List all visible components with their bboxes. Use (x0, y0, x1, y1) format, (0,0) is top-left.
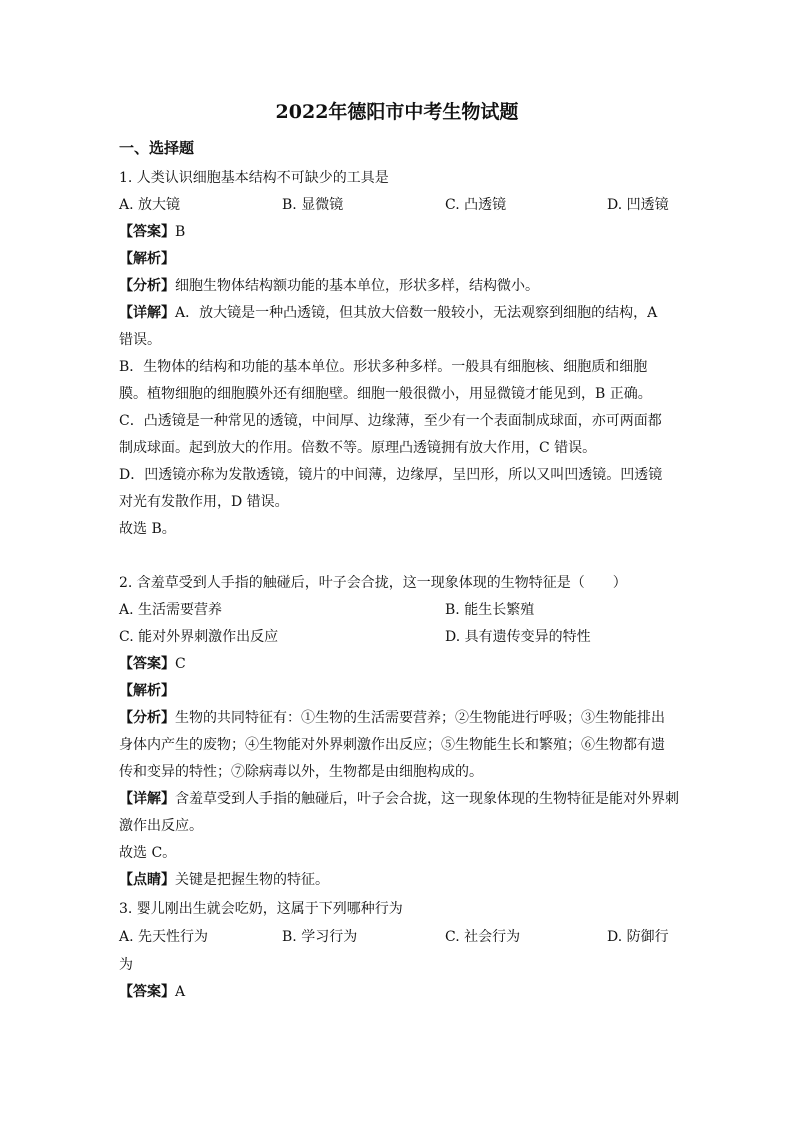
q3-option-a: A. 先天性行为 (119, 929, 209, 945)
q1-detail-line-1 (119, 303, 657, 323)
q1-detail-line-6: 制成球面。起到放大的作用。倍数不等。原理凸透镜拥有放大作用，C 错误。 (119, 440, 597, 456)
dianjing-text: 关键是把握生物的特征。 (175, 872, 329, 888)
detail-tag: 【详解】 (119, 791, 175, 807)
fenxi-tag: 【分析】 (119, 278, 175, 294)
q2-analysis-tag: 【解析】 (119, 683, 175, 699)
q1-analysis-tag: 【解析】 (119, 251, 175, 267)
q1-answer (119, 222, 185, 242)
fenxi-text: 生物的共同特征有：①生物的生活需要营养；②生物能进行呼吸；③生物能排出 (175, 710, 665, 726)
dianjing-tag: 【点睛】 (119, 872, 175, 888)
answer-value: A (175, 984, 186, 1000)
q2-option-c: C. 能对外界刺激作出反应 (119, 629, 279, 645)
q2-fenxi-line-3: 传和变异的特性；⑦除病毒以外，生物都是由细胞构成的。 (119, 764, 483, 780)
fenxi-tag: 【分析】 (119, 710, 175, 726)
q1-option-c: C. 凸透镜 (445, 197, 507, 213)
q1-conclusion: 故选 B。 (119, 521, 176, 537)
q1-option-a: A. 放大镜 (119, 197, 181, 213)
q2-option-d: D. 具有遗传变异的特性 (445, 629, 591, 645)
q2-conclusion: 故选 C。 (119, 845, 177, 861)
q1-detail-line-2: 错误。 (119, 332, 161, 348)
q2-answer (119, 654, 186, 674)
q1-option-d: D. 凹透镜 (607, 197, 669, 213)
answer-value: B (175, 224, 186, 240)
answer-value: C (175, 656, 186, 672)
q3-option-d: D. 防御行 (607, 929, 669, 945)
q1-detail-line-8: 对光有发散作用，D 错误。 (119, 494, 289, 510)
q2-detail-line-2: 激作出反应。 (119, 818, 203, 834)
q2-detail-line-1 (119, 789, 679, 809)
q3-stem: 3. 婴儿刚出生就会吃奶，这属于下列哪种行为 (119, 901, 403, 917)
page-title: 2022年德阳市中考生物试题 (275, 101, 519, 123)
q1-detail-line-5: C．凸透镜是一种常见的透镜，中间厚、边缘薄，至少有一个表面制成球面，亦可两面都 (119, 413, 662, 429)
detail-text: 含羞草受到人手指的触碰后，叶子会合拢，这一现象体现的生物特征是能对外界刺 (175, 791, 679, 807)
q1-stem: 1. 人类认识细胞基本结构不可缺少的工具是 (119, 170, 389, 186)
detail-tag: 【详解】 (119, 305, 175, 321)
q1-detail-line-4: 膜。植物细胞的细胞膜外还有细胞壁。细胞一般很微小，用显微镜才能见到，B 正确。 (119, 386, 652, 402)
q3-option-c: C. 社会行为 (445, 929, 521, 945)
q2-fenxi-line-1 (119, 708, 665, 728)
answer-tag: 【答案】 (119, 984, 175, 1000)
detail-text: A．放大镜是一种凸透镜，但其放大倍数一般较小，无法观察到细胞的结构，A (175, 305, 658, 321)
q3-option-d-wrap: 为 (119, 957, 133, 973)
q1-detail-line-7: D．凹透镜亦称为发散透镜，镜片的中间薄，边缘厚，呈凹形，所以又叫凹透镜。凹透镜 (119, 467, 663, 483)
q3-option-b: B. 学习行为 (282, 929, 358, 945)
q3-answer (119, 982, 185, 1002)
q2-option-b: B. 能生长繁殖 (445, 602, 535, 618)
q1-option-b: B. 显微镜 (282, 197, 344, 213)
q2-stem: 2. 含羞草受到人手指的触碰后，叶子会合拢，这一现象体现的生物特征是（ ） (119, 575, 627, 591)
answer-tag: 【答案】 (119, 656, 175, 672)
answer-tag: 【答案】 (119, 224, 175, 240)
q2-dianjing (119, 870, 329, 890)
q1-fenxi (119, 276, 539, 296)
q1-detail-line-3: B．生物体的结构和功能的基本单位。形状多种多样。一般具有细胞核、细胞质和细胞 (119, 359, 648, 375)
fenxi-text: 细胞生物体结构额功能的基本单位，形状多样，结构微小。 (175, 278, 539, 294)
section-heading: 一、选择题 (119, 139, 195, 157)
q2-option-a: A. 生活需要营养 (119, 602, 223, 618)
q2-fenxi-line-2: 身体内产生的废物；④生物能对外界刺激作出反应；⑤生物能生长和繁殖；⑥生物都有遗 (119, 737, 665, 753)
